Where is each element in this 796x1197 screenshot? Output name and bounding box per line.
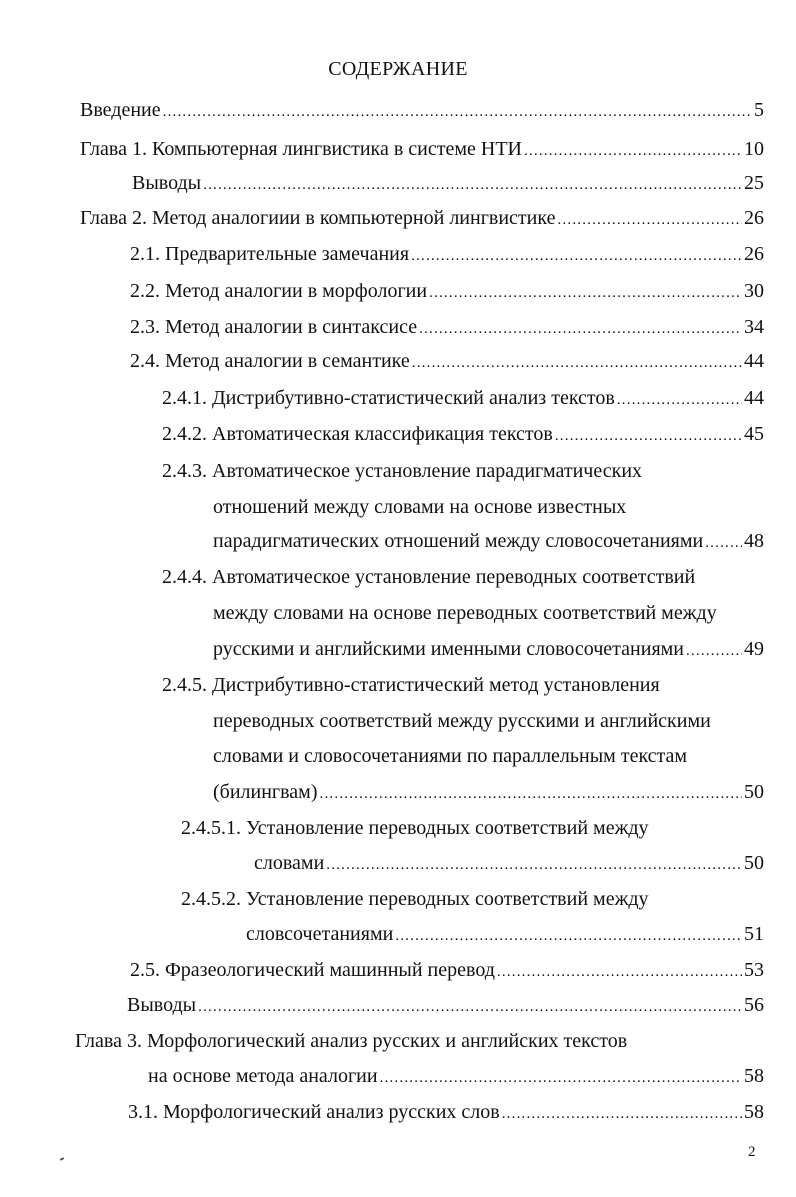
toc-entry-chapter-3-line-1: Глава 3. Морфологический анализ русских и английских текстов [75, 1030, 628, 1052]
toc-entry-page: 5 [754, 99, 764, 121]
dot-leader [163, 99, 752, 125]
dot-leader [412, 350, 742, 376]
dot-leader [419, 316, 742, 342]
toc-entry-chapter-2 [80, 205, 764, 231]
toc-entry-page: 34 [744, 316, 764, 338]
toc-entry-label: 2.2. Метод аналогии в морфологии [130, 280, 428, 302]
toc-entry-2-2 [130, 278, 764, 304]
toc-entry-2-4-3-line-2: отношений между словами на основе известных [213, 496, 627, 518]
toc-entry-label: 2.1. Предварительные замечания [130, 243, 410, 265]
toc-entry-page: 25 [744, 172, 764, 194]
toc-entry-2-4-5 [213, 779, 764, 805]
toc-entry-label: 2.5. Фразеологический машинный перевод [130, 959, 495, 981]
toc-entry-label: 3.1. Морфологический анализ русских слов [128, 1101, 500, 1123]
toc-entry-chapter-1 [80, 136, 764, 162]
toc-entry-introduction [80, 97, 764, 123]
toc-entry-label: Глава 2. Метод аналогиии в компьютерной лингвистике [80, 207, 556, 229]
toc-entry-2-4-1 [162, 385, 764, 411]
toc-entry-2-4-4-line-2: между словами на основе переводных соответствий между [213, 602, 717, 624]
toc-entry-page: 56 [744, 994, 764, 1016]
scan-speck [60, 1157, 64, 1161]
dot-leader [555, 423, 742, 449]
toc-entry-2-4 [130, 348, 764, 374]
dot-leader [320, 781, 742, 807]
toc-entry-page: 45 [744, 423, 764, 445]
toc-entry-2-5 [130, 957, 764, 983]
toc-entry-label: 2.3. Метод аналогии в синтаксисе [130, 316, 418, 338]
dot-leader [497, 959, 742, 985]
toc-entry-label: (билингвам) [213, 781, 318, 803]
toc-entry-2-1 [130, 241, 764, 267]
toc-entry-2-4-5-2 [246, 921, 764, 947]
toc-entry-page: 10 [744, 138, 764, 160]
toc-entry-page: 53 [744, 959, 764, 981]
toc-entry-2-4-5-line-3: словами и словосочетаниями по параллельным текстам [213, 745, 688, 767]
toc-entry-3-1 [128, 1099, 764, 1125]
toc-entry-label: парадигматических отношений между словосочетаниями [213, 530, 704, 552]
toc-entry-label: на основе метода аналогии [148, 1065, 378, 1087]
toc-entry-2-4-3 [213, 528, 764, 554]
toc-entry-2-4-2 [162, 421, 764, 447]
dot-leader [326, 852, 742, 878]
toc-entry-page: 48 [744, 530, 764, 552]
dot-leader [617, 387, 742, 413]
page-number: 2 [748, 1144, 756, 1160]
dot-leader [429, 280, 742, 306]
page-title: СОДЕРЖАНИЕ [328, 58, 468, 80]
dot-leader [395, 923, 742, 949]
toc-entry-label: Выводы [127, 994, 197, 1016]
dot-leader [524, 138, 742, 164]
toc-entry-label: словами [254, 852, 325, 874]
toc-entry-page: 26 [744, 243, 764, 265]
toc-entry-2-4-5-1 [254, 850, 764, 876]
toc-entry-page: 44 [744, 350, 764, 372]
toc-entry-page: 50 [744, 781, 764, 803]
toc-entry-label: Выводы [132, 172, 202, 194]
toc-entry-page: 58 [744, 1065, 764, 1087]
toc-entry-label: русскими и английскими именными словосочетаниями [213, 638, 685, 660]
toc-entry-page: 49 [744, 638, 764, 660]
toc-entry-label: Глава 1. Компьютерная лингвистика в системе НТИ [80, 138, 522, 160]
toc-entry-page: 50 [744, 852, 764, 874]
toc-entry-conclusions-1 [132, 170, 764, 196]
toc-entry-page: 44 [744, 387, 764, 409]
toc-entry-page: 30 [744, 280, 764, 302]
toc-entry-2-4-4-line-1: 2.4.4. Автоматическое установление переводных соответствий [162, 566, 696, 588]
dot-leader [411, 243, 742, 269]
dot-leader [705, 530, 742, 556]
dot-leader [203, 172, 742, 198]
dot-leader [380, 1065, 742, 1091]
dot-leader [198, 994, 742, 1020]
dot-leader [557, 207, 742, 233]
toc-entry-2-4-5-line-1: 2.4.5. Дистрибутивно-статистический метод установления [162, 674, 660, 696]
toc-entry-label: 2.4.2. Автоматическая классификация текстов [162, 423, 553, 445]
toc-entry-page: 51 [744, 923, 764, 945]
toc-entry-label: словсочетаниями [246, 923, 394, 945]
toc-entry-label: Введение [80, 99, 161, 121]
toc-entry-2-4-3-line-1: 2.4.3. Автоматическое установление парадигматических [162, 460, 643, 482]
toc-entry-label: 2.4. Метод аналогии в семантике [130, 350, 410, 372]
dot-leader [502, 1101, 742, 1127]
toc-entry-2-4-5-1-line-1: 2.4.5.1. Установление переводных соответствий между [181, 817, 649, 839]
toc-entry-2-4-4 [213, 636, 764, 662]
toc-entry-label: 2.4.1. Дистрибутивно-статистический анализ текстов [162, 387, 615, 409]
toc-entry-2-4-5-line-2: переводных соответствий между русскими и английскими [213, 710, 711, 732]
toc-entry-2-3 [130, 314, 764, 340]
toc-entry-page: 26 [744, 207, 764, 229]
toc-entry-2-4-5-2-line-1: 2.4.5.2. Установление переводных соответствий между [181, 888, 649, 910]
toc-entry-conclusions-2 [127, 992, 764, 1018]
dot-leader [686, 638, 742, 664]
toc-entry-chapter-3 [148, 1063, 764, 1089]
toc-entry-page: 58 [744, 1101, 764, 1123]
